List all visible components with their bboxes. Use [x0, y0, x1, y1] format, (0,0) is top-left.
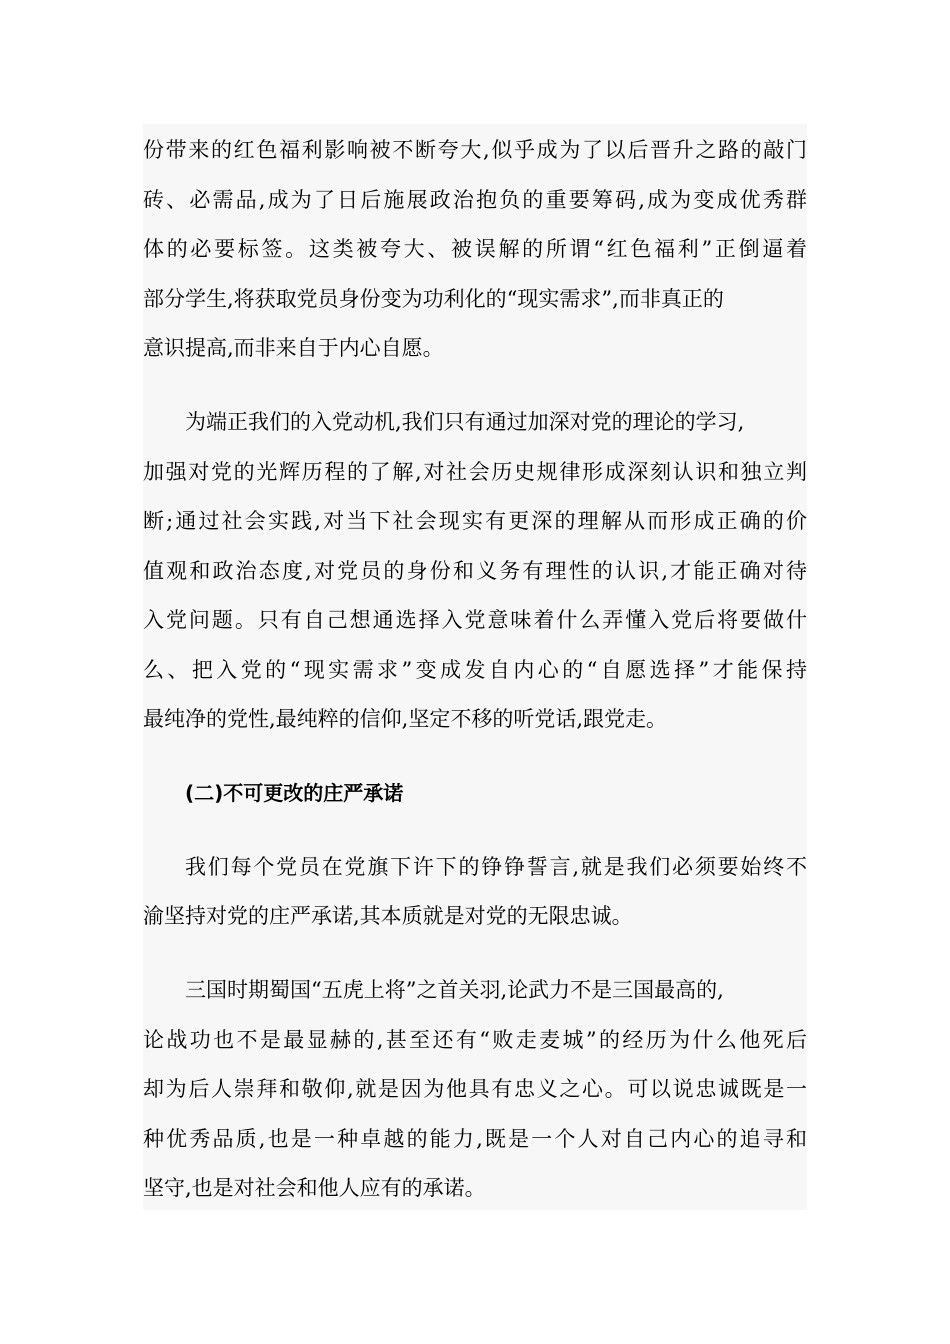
- paragraph-line: 份带来的红色福利影响被不断夸大,似乎成为了以后晋升之路的敲门: [143, 138, 807, 162]
- paragraph-line: 论战功也不是最显赫的,甚至还有“败走麦城”的经历为什么他死后: [143, 1028, 807, 1052]
- paragraph-line: 种优秀品质,也是一种卓越的能力,既是一个人对自己内心的追寻和: [143, 1127, 807, 1151]
- paragraph-line: 断;通过社会实践,对当下社会现实有更深的理解从而形成正确的价: [143, 509, 807, 533]
- paragraph-line: 却为后人崇拜和敬仰,就是因为他具有忠义之心。可以说忠诚既是一: [143, 1077, 807, 1101]
- paragraph-line: 体的必要标签。这类被夸大、被误解的所谓“红色福利”正倒逼着: [143, 237, 807, 261]
- paragraph-line: 为端正我们的入党动机,我们只有通过加深对党的理论的学习,: [185, 410, 745, 434]
- paragraph-line: 三国时期蜀国“五虎上将”之首关羽,论武力不是三国最高的,: [185, 978, 724, 1002]
- paragraph-line: 我们每个党员在党旗下许下的铮铮誓言,就是我们必须要始终不: [185, 855, 807, 879]
- paragraph-line: 渝坚持对党的庄严承诺,其本质就是对党的无限忠诚。: [143, 904, 633, 928]
- section-heading: (二)不可更改的庄严承诺: [185, 781, 404, 805]
- paragraph-line: 入党问题。只有自己想通选择入党意味着什么弄懂入党后将要做什: [143, 608, 807, 632]
- paragraph-line: 部分学生,将获取党员身份变为功利化的“现实需求”,而非真正的: [143, 287, 724, 311]
- paragraph-line: 坚守,也是对社会和他人应有的承诺。: [143, 1176, 486, 1200]
- paragraph-line: 最纯净的党性,最纯粹的信仰,坚定不移的听党话,跟党走。: [143, 707, 668, 731]
- paragraph-line: 砖、必需品,成为了日后施展政治抱负的重要筹码,成为变成优秀群: [143, 188, 807, 212]
- paragraph-line: 么、把入党的“现实需求”变成发自内心的“自愿选择”才能保持: [143, 658, 807, 682]
- paragraph-line: 加强对党的光辉历程的了解,对社会历史规律形成深刻认识和独立判: [143, 460, 807, 484]
- paragraph-line: 意识提高,而非来自于内心自愿。: [143, 336, 444, 360]
- paragraph-line: 值观和政治态度,对党员的身份和义务有理性的认识,才能正确对待: [143, 559, 807, 583]
- document-body: [143, 124, 807, 1210]
